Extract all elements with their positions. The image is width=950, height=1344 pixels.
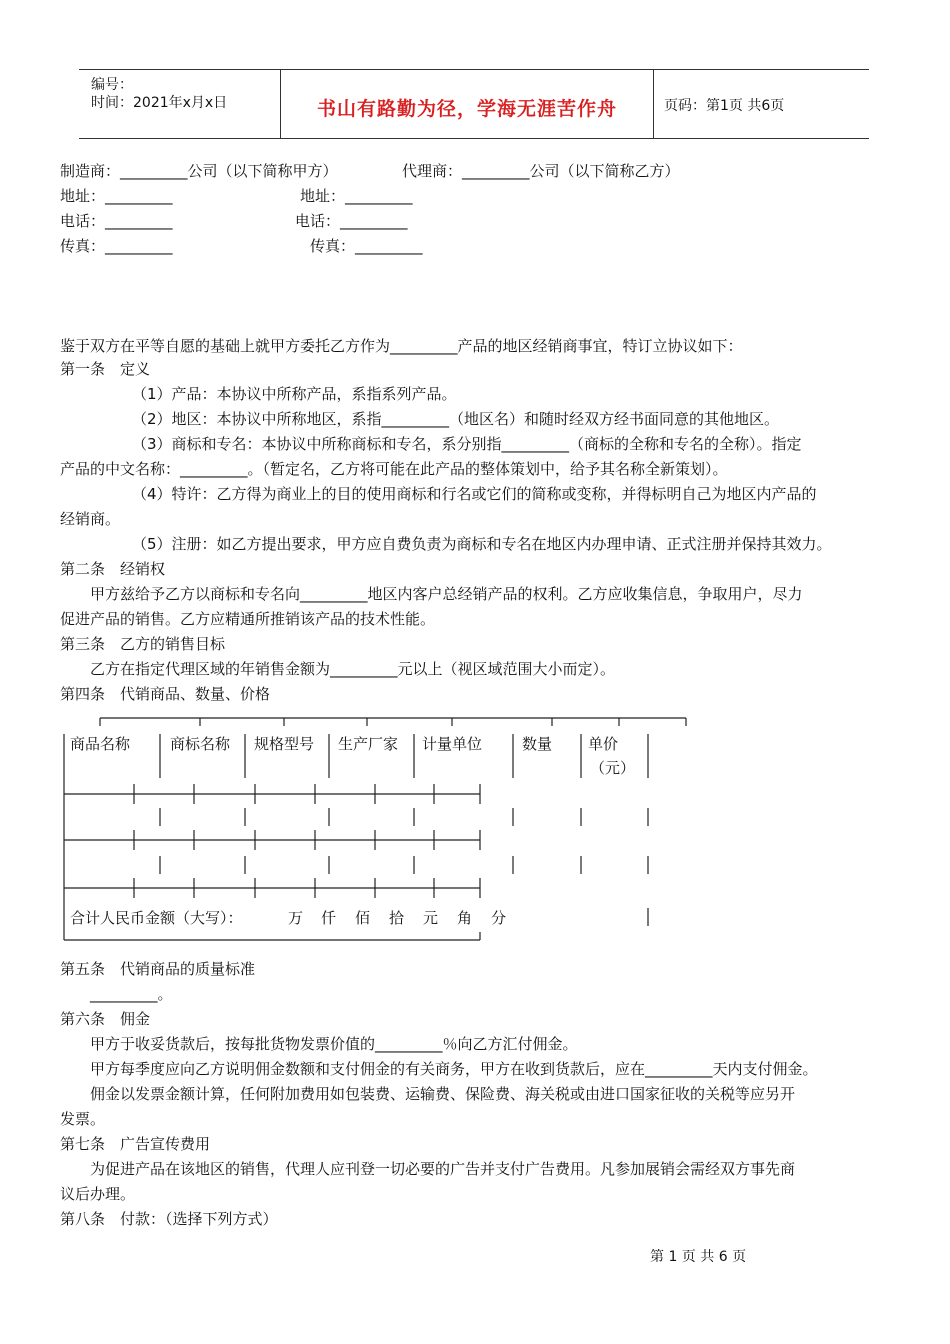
- table-header-price-unit: （元）: [590, 759, 636, 777]
- table-total-unit-shi: 拾: [389, 909, 405, 927]
- document-header: [79, 69, 869, 139]
- article-6-para-1: 甲方于收妥货款后，按每批货物发票价值的_________％向乙方汇付佣金。: [90, 1035, 578, 1053]
- article-6-para-3: 佣金以发票金额计算，任何附加费用如包装费、运输费、保险费、海关税或由进口国家征收的关税等应另开: [90, 1085, 796, 1103]
- article-5-para: _________。: [90, 985, 173, 1003]
- article-3-title: 第三条 乙方的销售目标: [60, 635, 226, 653]
- page-code: 页码：第1页 共6页: [664, 98, 785, 114]
- table-header-unit: 计量单位: [422, 735, 483, 753]
- article-1-item-4-cont: 经销商。: [60, 510, 121, 528]
- table-total-unit-jiao: 角: [457, 909, 473, 927]
- table-total-unit-yuan: 元: [423, 909, 439, 927]
- header-motto-cell: [281, 70, 654, 138]
- serial-label: 编号：: [91, 77, 133, 93]
- header-page-cell: [654, 70, 869, 138]
- table-header-brand-name: 商标名称: [170, 735, 231, 753]
- time-label: 时间：2021年x月x日: [91, 95, 228, 111]
- fax-line-party-a: 传真：_________: [60, 237, 173, 255]
- table-header-price: 单价: [588, 735, 619, 753]
- table-header-spec: 规格型号: [254, 735, 315, 753]
- article-2-para: 甲方兹给予乙方以商标和专名向_________地区内客户总经销产品的权利。乙方应收集信息，争取用户，尽力: [90, 585, 803, 603]
- article-3-para: 乙方在指定代理区域的年销售金额为_________元以上（视区域范围大小而定）。: [90, 660, 616, 678]
- article-1-title: 第一条 定义: [60, 360, 151, 378]
- article-1-item-2: （2）地区：本协议中所称地区，系指_________（地区名）和随时经双方经书面同意的其他地区。: [132, 410, 780, 428]
- address-line-party-a: 地址：_________: [60, 187, 173, 205]
- article-1-item-3-cont: 产品的中文名称：_________。（暂定名，乙方将可能在此产品的整体策划中，给予其名称全新策划）。: [60, 460, 728, 478]
- fax-line-party-b: 传真：_________: [310, 237, 423, 255]
- table-total-unit-fen: 分: [491, 909, 507, 927]
- motto: 书山有路勤为径，学海无涯苦作舟: [316, 98, 617, 120]
- article-1-item-4: （4）特许：乙方得为商业上的目的使用商标和行名或它们的简称或变称，并得标明自己为地区内产品的: [132, 485, 817, 503]
- table-total-unit-wan: 万: [288, 909, 304, 927]
- article-7-para: 为促进产品在该地区的销售，代理人应刊登一切必要的广告并支付广告费用。凡参加展销会需经双方事先商: [90, 1160, 796, 1178]
- article-6-para-3-cont: 发票。: [60, 1110, 106, 1128]
- agent-line: 代理商：_________公司（以下简称乙方）: [402, 162, 680, 180]
- article-1-item-1: （1）产品：本协议中所称产品，系指系列产品。: [132, 385, 457, 403]
- page-footer: 第 1 页 共 6 页: [650, 1249, 747, 1265]
- table-total-unit-bai: 佰: [355, 909, 371, 927]
- article-7-title: 第七条 广告宣传费用: [60, 1135, 211, 1153]
- article-6-para-2: 甲方每季度应向乙方说明佣金数额和支付佣金的有关商务，甲方在收到货款后，应在_________天内支付佣金。: [90, 1060, 818, 1078]
- article-6-title: 第六条 佣金: [60, 1010, 151, 1028]
- article-1-item-5: （5）注册：如乙方提出要求，甲方应自费负责为商标和专名在地区内办理申请、正式注册并保持其效力。: [132, 535, 832, 553]
- article-4-title: 第四条 代销商品、数量、价格: [60, 685, 271, 703]
- table-header-quantity: 数量: [522, 735, 553, 753]
- product-table: [62, 712, 702, 952]
- address-line-party-b: 地址：_________: [300, 187, 413, 205]
- maker-line: 制造商：_________公司（以下简称甲方）: [60, 162, 338, 180]
- table-total-unit-qian: 仟: [321, 909, 337, 927]
- intro-paragraph: 鉴于双方在平等自愿的基础上就甲方委托乙方作为_________产品的地区经销商事宜，特订立协议如下：: [60, 337, 743, 355]
- article-1-item-3: （3）商标和专名：本协议中所称商标和专名，系分别指_________（商标的全称和专名的全称）。指定: [132, 435, 802, 453]
- phone-line-party-b: 电话：_________: [295, 212, 408, 230]
- article-5-title: 第五条 代销商品的质量标准: [60, 960, 256, 978]
- table-header-maker: 生产厂家: [338, 735, 399, 753]
- table-header-product-name: 商品名称: [70, 735, 131, 753]
- article-8-title: 第八条 付款：（选择下列方式）: [60, 1210, 278, 1228]
- article-7-para-cont: 议后办理。: [60, 1185, 136, 1203]
- table-total-label: 合计人民币金额（大写）：: [70, 909, 243, 927]
- phone-line-party-a: 电话：_________: [60, 212, 173, 230]
- article-2-para-cont: 促进产品的销售。乙方应精通所推销该产品的技术性能。: [60, 610, 436, 628]
- header-meta-cell: [79, 70, 281, 138]
- article-2-title: 第二条 经销权: [60, 560, 166, 578]
